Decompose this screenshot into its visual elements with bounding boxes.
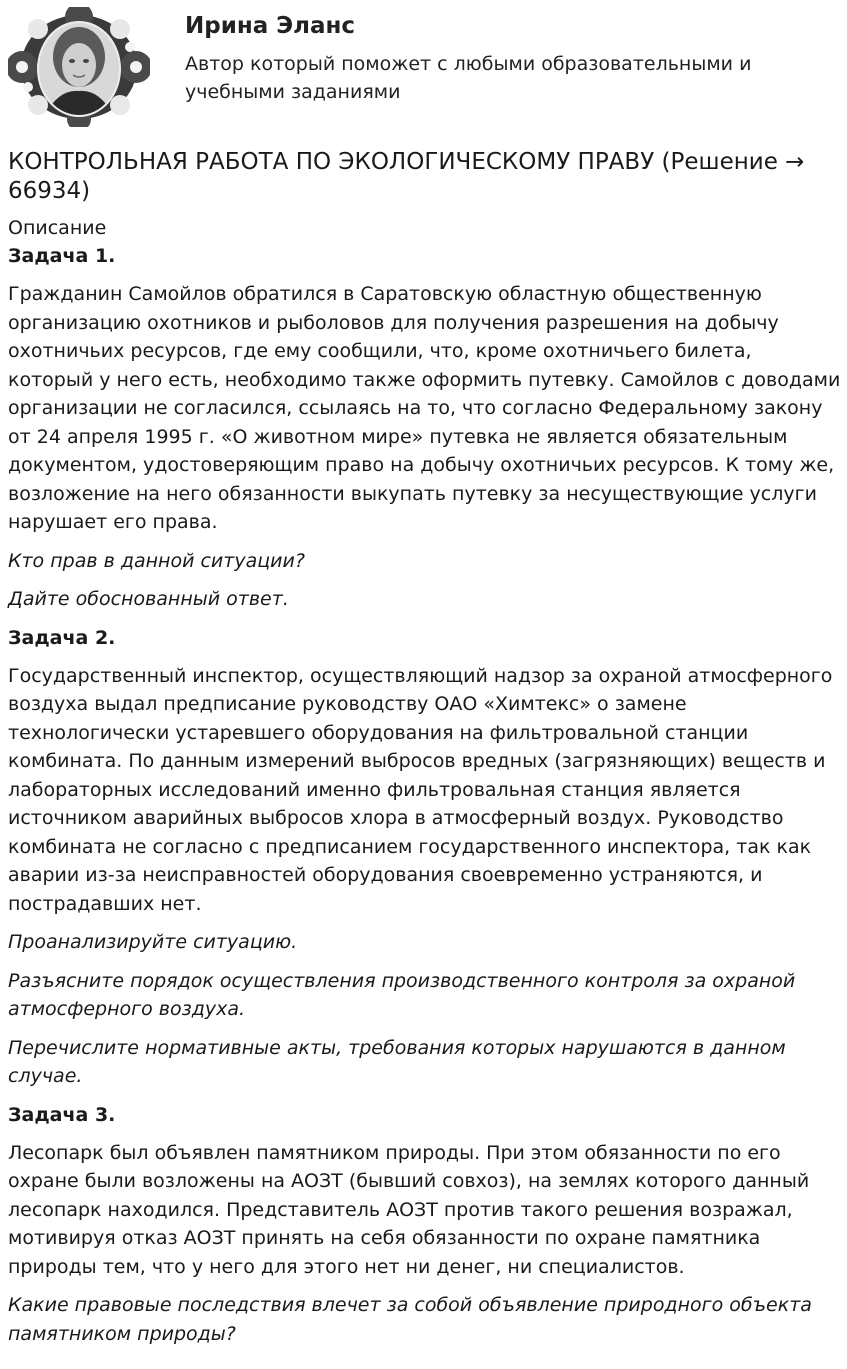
task-question: Разъясните порядок осуществления производственного контроля за охраной атмосферного воздуха.: [8, 969, 796, 1020]
task-2: [8, 624, 842, 1091]
task-1: [8, 242, 842, 614]
author-description: Автор который поможет с любыми образовательными и учебными заданиями: [185, 53, 752, 103]
task-title: Задача 1.: [8, 245, 116, 267]
task-question: Проанализируйте ситуацию.: [8, 931, 298, 953]
task-title: Задача 3.: [8, 1103, 116, 1126]
author-name[interactable]: Ирина Эланс: [185, 13, 356, 39]
author-header: [0, 0, 847, 130]
author-avatar[interactable]: [8, 7, 150, 127]
task-question: Какие правовые последствия влечет за собой объявление природного объекта памятником природы?: [8, 1294, 812, 1345]
task-question: Кто прав в данной ситуации?: [8, 549, 305, 572]
task-body: Гражданин Самойлов обратился в Саратовскую областную общественную организацию охотников и рыболовов для получения разрешения на добычу охотничьих ресурсов, где ему сообщили, что, кроме охотничьего билета, который у него есть, необходимо также оформить путевку. Самойлов с доводами организации не согласился, ссылаясь на то, что согласно Федеральному закону от 24 апреля 1995 г. «О животном мире» путевка не является обязательным документом, удостоверяющим право на добычу охотничьих ресурсов. К тому же, возложение на него обязанности выкупать путевку за несуществующие услуги нарушает его права.: [8, 283, 841, 533]
task-body: Государственный инспектор, осуществляющий надзор за охраной атмосферного воздуха выдал предписание руководству ОАО «Химтекс» о замене технологически устаревшего оборудования на фильтровальной станции комбината. По данным измерений выбросов вредных (загрязняющих) веществ и лабораторных исследований именно фильтровальная станция является источником аварийных выбросов хлора в атмосферный воздух. Руководство комбината не согласно с предписанием государственного инспектора, так как аварии из-за неисправностей оборудования своевременно устраняются, и пострадавших нет.: [8, 664, 833, 915]
task-body: Лесопарк был объявлен памятником природы. При этом обязанности по его охране были возложены на АОЗТ (бывший совхоз), на землях которого данный лесопарк находился. Представитель АОЗТ против такого решения возражал, мотивируя отказ АОЗТ принять на себя обязанности по охране памятника природы тем, что у него для этого нет ни денег, ни специалистов.: [8, 1141, 810, 1278]
description-label: Описание: [8, 217, 107, 239]
task-question: Дайте обоснованный ответ.: [8, 588, 289, 610]
task-title: Задача 2.: [8, 626, 116, 649]
task-3: [8, 1101, 842, 1349]
page-title: КОНТРОЛЬНАЯ РАБОТА ПО ЭКОЛОГИЧЕСКОМУ ПРАВУ (Решение → 66934): [8, 149, 805, 204]
document-content: [8, 148, 842, 1358]
task-question: Перечислите нормативные акты, требования которых нарушаются в данном случае.: [8, 1036, 786, 1087]
